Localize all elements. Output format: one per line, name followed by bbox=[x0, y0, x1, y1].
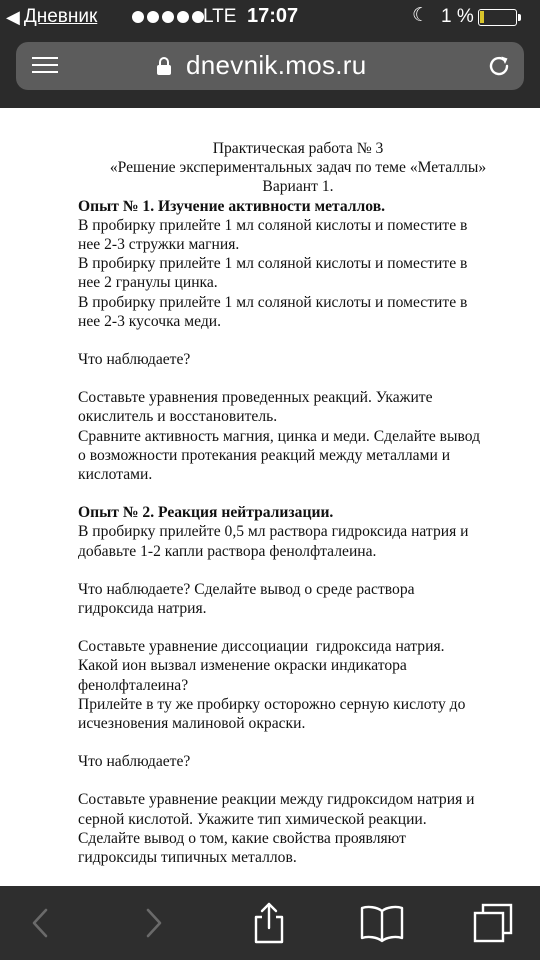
tabs-button[interactable] bbox=[453, 886, 533, 960]
exp1-text-line: нее 2-3 стружки магния. bbox=[78, 236, 240, 254]
exp2-task-line: Составьте уравнение диссоциации гидроксида натрия. bbox=[78, 638, 445, 656]
url-text[interactable]: dnevnik.mos.ru bbox=[186, 50, 367, 80]
exp1-text-line: нее 2 гранулы цинка. bbox=[78, 274, 218, 292]
exp2-question-line: Что наблюдаете? Сделайте вывод о среде раствора bbox=[78, 580, 415, 598]
exp2-text-line: В пробирку прилейте 0,5 мл раствора гидроксида натрия и bbox=[78, 523, 469, 541]
exp2-final-line: серной кислотой. Укажите тип химической реакции. bbox=[78, 810, 427, 828]
exp1-text-line: В пробирку прилейте 1 мл соляной кислоты и поместите в bbox=[78, 216, 468, 234]
exp2-question2: Что наблюдаете? bbox=[78, 753, 191, 771]
exp2-task-line: Какой ион вызвал изменение окраски индикатора bbox=[78, 657, 407, 675]
forward-icon bbox=[144, 907, 164, 939]
exp2-final-line: гидроксиды типичных металлов. bbox=[78, 849, 297, 867]
lock-icon bbox=[157, 57, 171, 75]
exp2-task-line: исчезновения малиновой окраски. bbox=[78, 715, 306, 733]
exp2-task-line: Прилейте в ту же пробирку осторожно серную кислоту до bbox=[78, 695, 466, 713]
doc-title-line: Вариант 1. bbox=[262, 178, 334, 196]
doc-title-line: «Решение экспериментальных задач по теме «Металлы» bbox=[109, 159, 487, 177]
back-icon bbox=[30, 907, 50, 939]
exp2-final-line: Составьте уравнение реакции между гидроксидом натрия и bbox=[78, 791, 475, 809]
exp2-final-line: Сделайте вывод о том, какие свойства проявляют bbox=[78, 829, 406, 847]
exp1-task-line: окислитель и восстановитель. bbox=[78, 408, 278, 426]
exp1-text-line: В пробирку прилейте 1 мл соляной кислоты и поместите в bbox=[78, 255, 468, 273]
exp1-question: Что наблюдаете? bbox=[78, 351, 191, 369]
exp1-task-line: Сравните активность магния, цинка и меди. Сделайте вывод bbox=[78, 427, 481, 445]
browser-toolbar bbox=[0, 886, 540, 960]
battery-percent: 1 % bbox=[441, 6, 474, 27]
signal-strength-icon bbox=[132, 11, 204, 23]
exp2-question-line: гидроксида натрия. bbox=[78, 600, 207, 618]
status-time: 17:07 bbox=[247, 5, 299, 27]
network-type: LTE bbox=[203, 6, 237, 27]
share-icon bbox=[251, 901, 287, 945]
back-arrow-icon: ◀ bbox=[6, 6, 20, 27]
exp1-text-line: нее 2-3 кусочка меди. bbox=[78, 312, 222, 330]
forward-button[interactable] bbox=[114, 886, 194, 960]
reload-icon[interactable] bbox=[486, 53, 512, 79]
exp2-heading: Опыт № 2. Реакция нейтрализации. bbox=[78, 504, 334, 522]
exp2-task-line: фенолфталеина? bbox=[78, 676, 189, 694]
exp1-text-line: В пробирку прилейте 1 мл соляной кислоты и поместите в bbox=[78, 293, 468, 311]
doc-title-line: Практическая работа № 3 bbox=[212, 140, 384, 157]
web-page bbox=[0, 108, 540, 886]
exp1-task-line: кислотами. bbox=[78, 466, 153, 484]
back-to-app-link[interactable] bbox=[6, 6, 97, 28]
document bbox=[78, 139, 518, 867]
do-not-disturb-moon-icon: ☾ bbox=[412, 5, 430, 26]
bookmarks-icon bbox=[359, 903, 405, 943]
back-app-label: Дневник bbox=[23, 6, 98, 27]
back-button[interactable] bbox=[0, 886, 80, 960]
exp1-heading: Опыт № 1. Изучение активности металлов. bbox=[78, 197, 386, 215]
exp1-task-line: о возможности протекания реакций между металлами и bbox=[78, 446, 451, 464]
exp2-text-line: добавьте 1-2 капли раствора фенолфталеина. bbox=[78, 542, 377, 560]
battery-icon bbox=[478, 9, 517, 26]
battery-nub bbox=[518, 14, 521, 21]
exp1-task-line: Составьте уравнения проведенных реакций. Укажите bbox=[78, 389, 433, 407]
status-bar bbox=[0, 0, 540, 36]
tabs-icon bbox=[472, 902, 514, 944]
address-bar[interactable] bbox=[16, 42, 524, 90]
share-button[interactable] bbox=[229, 886, 309, 960]
bookmarks-button[interactable] bbox=[342, 886, 422, 960]
browser-chrome bbox=[0, 0, 540, 108]
menu-icon[interactable] bbox=[32, 57, 58, 75]
